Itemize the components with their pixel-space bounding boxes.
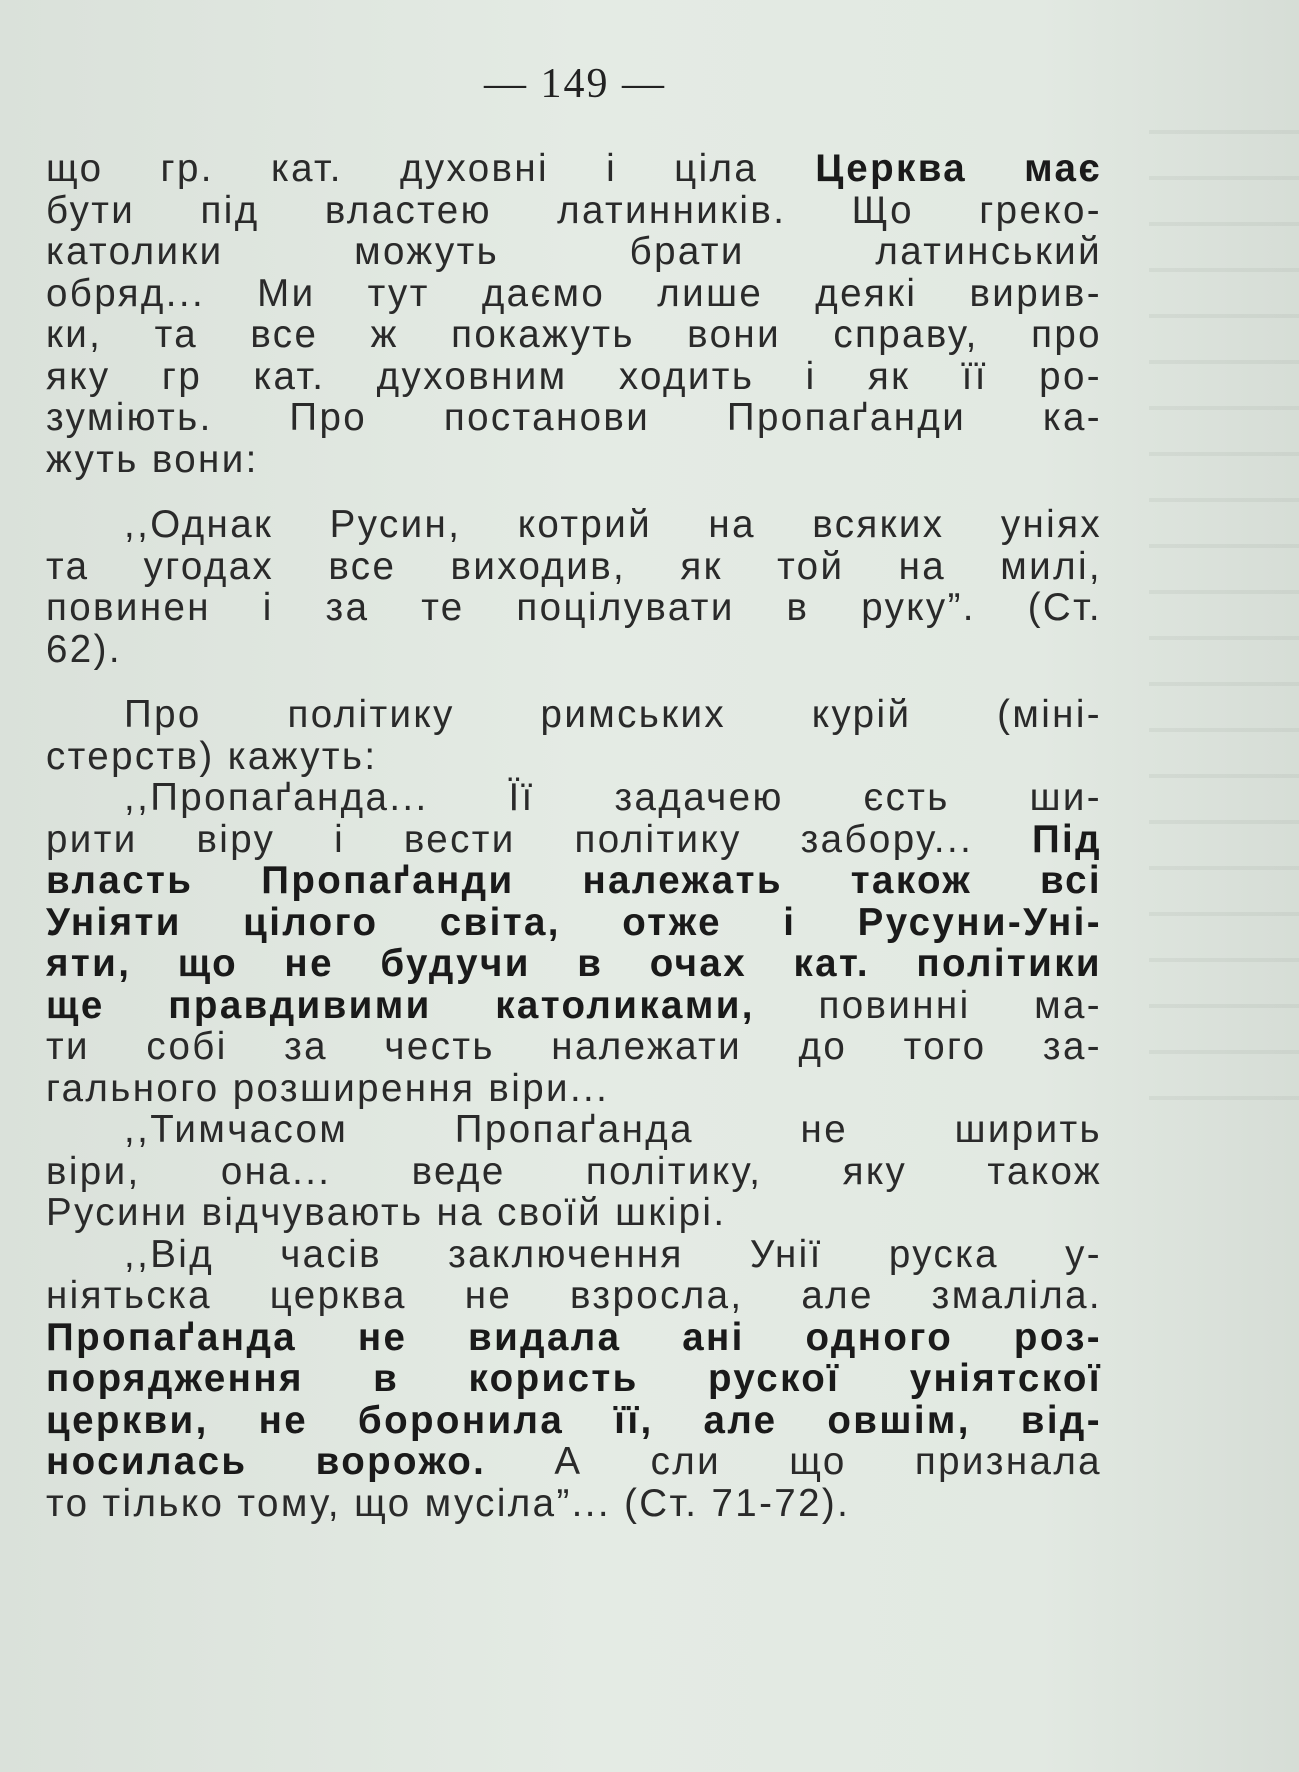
text-run: та угодах все виходив, як той на милі, [46, 545, 1102, 587]
text-line [46, 819, 1102, 861]
paragraph [46, 694, 1102, 777]
text-line [46, 314, 1102, 356]
paragraph [46, 1109, 1102, 1234]
text-run: повинен і за те поцілувати в руку”. (Ст. [46, 587, 1102, 629]
paragraph [46, 148, 1102, 480]
text-line [46, 1441, 1102, 1483]
text-line [46, 1068, 1102, 1110]
text-line [46, 1275, 1102, 1317]
bold-text-run: Уніяти цілого світа, отже і Русуни-Уні- [46, 901, 1102, 943]
text-line [46, 1358, 1102, 1400]
paragraph-gap [46, 670, 1102, 694]
text-run: Про політику римських курій (міні- [124, 694, 1102, 736]
text-run: бути під властею латинників. Що греко- [46, 189, 1102, 231]
bold-text-run: Пропаґанда не видала ані одного роз- [46, 1316, 1102, 1358]
text-run: ,,Пропаґанда... Її задачею єсть ши- [124, 777, 1102, 819]
text-line [46, 902, 1102, 944]
text-line [46, 1192, 1102, 1234]
text-run: що гр. кат. духовні і ціла [46, 148, 816, 190]
text-run: ки, та все ж покажуть вони справу, про [46, 314, 1102, 356]
text-line [46, 1317, 1102, 1359]
bold-text-run: яти, що не будучи в очах кат. політики [46, 943, 1102, 985]
text-run: рити віру і вести політику забору... [46, 818, 1032, 860]
text-line [46, 1400, 1102, 1442]
text-line [46, 1483, 1102, 1525]
bold-text-run: власть Пропаґанди належать також всі [46, 860, 1102, 902]
text-run: жуть вони: [46, 438, 259, 480]
text-run: ,,Тимчасом Пропаґанда не ширить [124, 1109, 1102, 1151]
text-run: гального розширення віри... [46, 1067, 610, 1109]
text-line [46, 231, 1102, 273]
text-line [46, 273, 1102, 315]
page-number: — 149 — [484, 61, 666, 107]
text-run: ніятьска церква не взросла, але змаліла. [46, 1275, 1102, 1317]
text-run: повинні ма- [754, 984, 1102, 1026]
paragraph [46, 1234, 1102, 1525]
bold-text-run: носилась ворожо. [46, 1441, 487, 1483]
text-run: стерств) кажуть: [46, 735, 378, 777]
text-run: А сли що признала [486, 1441, 1102, 1483]
text-line [46, 439, 1102, 481]
text-run: 62). [46, 628, 122, 670]
text-line [46, 1234, 1102, 1276]
text-run: яку гр кат. духовним ходить і як її ро- [46, 355, 1102, 397]
body-text [46, 148, 1102, 1524]
text-line [46, 860, 1102, 902]
text-line [46, 1109, 1102, 1151]
text-line [46, 777, 1102, 819]
text-run: католики можуть брати латинський [46, 231, 1102, 273]
text-line [46, 546, 1102, 588]
text-line [46, 985, 1102, 1027]
paragraph [46, 504, 1102, 670]
text-run: обряд... Ми тут даємо лише деякі вирив- [46, 272, 1102, 314]
text-line [46, 148, 1102, 190]
bold-text-run: Під [1031, 818, 1102, 860]
bold-text-run: Церква має [815, 148, 1102, 190]
text-line [46, 694, 1102, 736]
text-line [46, 629, 1102, 671]
text-run: ,,Від часів заключення Унії руска у- [124, 1233, 1102, 1275]
text-run: зуміють. Про постанови Пропаґанди ка- [46, 397, 1102, 439]
text-run: ,,Однак Русин, котрий на всяких уніях [124, 504, 1102, 546]
text-line [46, 587, 1102, 629]
text-run: віри, она... веде політику, яку також [46, 1150, 1102, 1192]
paragraph [46, 777, 1102, 1109]
text-line [46, 943, 1102, 985]
bold-text-run: порядження в користь рускої уніятскої [46, 1358, 1102, 1400]
paragraph-gap [46, 480, 1102, 504]
text-line [46, 504, 1102, 546]
text-run: то тілько тому, що мусіла”... (Ст. 71-72). [46, 1482, 851, 1524]
bold-text-run: церкви, не боронила її, але овшім, від- [46, 1399, 1102, 1441]
bold-text-run: ще правдивими католиками, [46, 984, 755, 1026]
text-line [46, 1026, 1102, 1068]
text-line [46, 1151, 1102, 1193]
bleed-through-shadow [1149, 130, 1299, 1130]
text-line [46, 736, 1102, 778]
text-line [46, 356, 1102, 398]
text-run: Русини відчувають на своїй шкірі. [46, 1192, 727, 1234]
text-line [46, 397, 1102, 439]
text-line [46, 190, 1102, 232]
text-run: ти собі за честь належати до того за- [46, 1026, 1102, 1068]
